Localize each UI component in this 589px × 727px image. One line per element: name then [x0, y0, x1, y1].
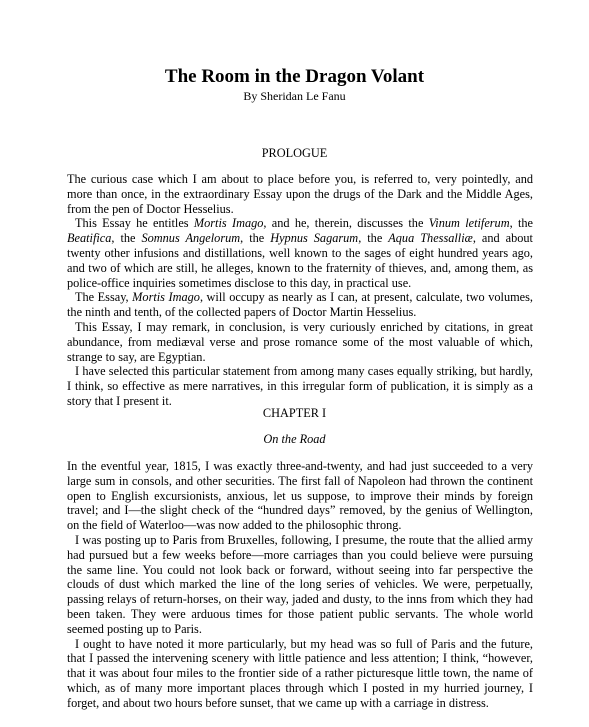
prologue-body — [67, 172, 533, 409]
chapter-heading: CHAPTER I — [262, 406, 327, 420]
chapter-paragraph: In the eventful year, 1815, I was exactly three-and-twenty, and had just succeeded to a very large sum in consols, and other securities. The first fall of Napoleon had thrown the continent open to English excursionists, anxious, let us suppose, to improve their minds by foreign travel; and I—the slight check of the “hundred days” removed, by the genius of Wellington, on the field of Waterloo—was now added to the philosophic throng. — [67, 459, 533, 533]
chapter-paragraph: I was posting up to Paris from Bruxelles, following, I presume, the route that the allied army had pursued but a few weeks before—more carriages than you could believe were pursuing the same line. You could not look back or forward, without seeing into far perspective the clouds of dust which marked the line of the long series of vehicles. We were, perpetually, passing relays of return-horses, on their way, jaded and dusty, to the inns from which they had been taken. They were arduous times for those patient public servants. The whole world seemed posting up to Paris. — [67, 532, 533, 636]
prologue-paragraph: I have selected this particular statement from among many cases equally striking, but hardly, I think, so effective as mere narratives, in this irregular form of publication, it is simply as a story that I present it. — [67, 364, 533, 408]
chapter-paragraph: I ought to have noted it more particularly, but my head was so full of Paris and the future, that I passed the intervening scenery with little patience and less attention; I think, “however, that it was about four miles to the frontier side of a rather picturesque little town, the name of which, as of many more important places through which I posted in my hurried journey, I forget, and about two hours before sunset, that we came up with a carriage in distress. — [67, 636, 533, 710]
prologue-paragraph: This Essay, I may remark, in conclusion, is very curiously enriched by citations, in great abundance, from mediæval verse and prose romance some of the most valuable of which, strange to say, are Egyptian. — [67, 319, 533, 364]
prologue-heading: PROLOGUE — [261, 146, 328, 160]
document-title: The Room in the Dragon Volant — [164, 66, 425, 87]
document-author: By Sheridan Le Fanu — [243, 89, 346, 103]
chapter-subtitle: On the Road — [263, 432, 326, 446]
chapter-body — [67, 459, 533, 711]
prologue-paragraph: The Essay, Mortis Imago, will occupy as nearly as I can, at present, calculate, two volumes, the ninth and tenth, of the collected papers of Doctor Martin Hesselius. — [67, 290, 533, 320]
prologue-paragraph: This Essay he entitles Mortis Imago, and he, therein, discusses the Vinum letiferum, the Beatifica, the Somnus Angelorum, the Hypnus Sagarum, the Aqua Thessalliæ, and about twenty other infusions and distillations, well known to the sages of eight hundred years ago, and two of which are still, he alleges, known to the fraternity of thieves, and, among them, as police-office inquiries sometimes disclose to this day, in practical use. — [67, 216, 533, 290]
prologue-paragraph: The curious case which I am about to place before you, is referred to, very pointedly, and more than once, in the extraordinary Essay upon the drugs of the Dark and the Middle Ages, from the pen of Doctor Hesselius. — [67, 172, 533, 216]
